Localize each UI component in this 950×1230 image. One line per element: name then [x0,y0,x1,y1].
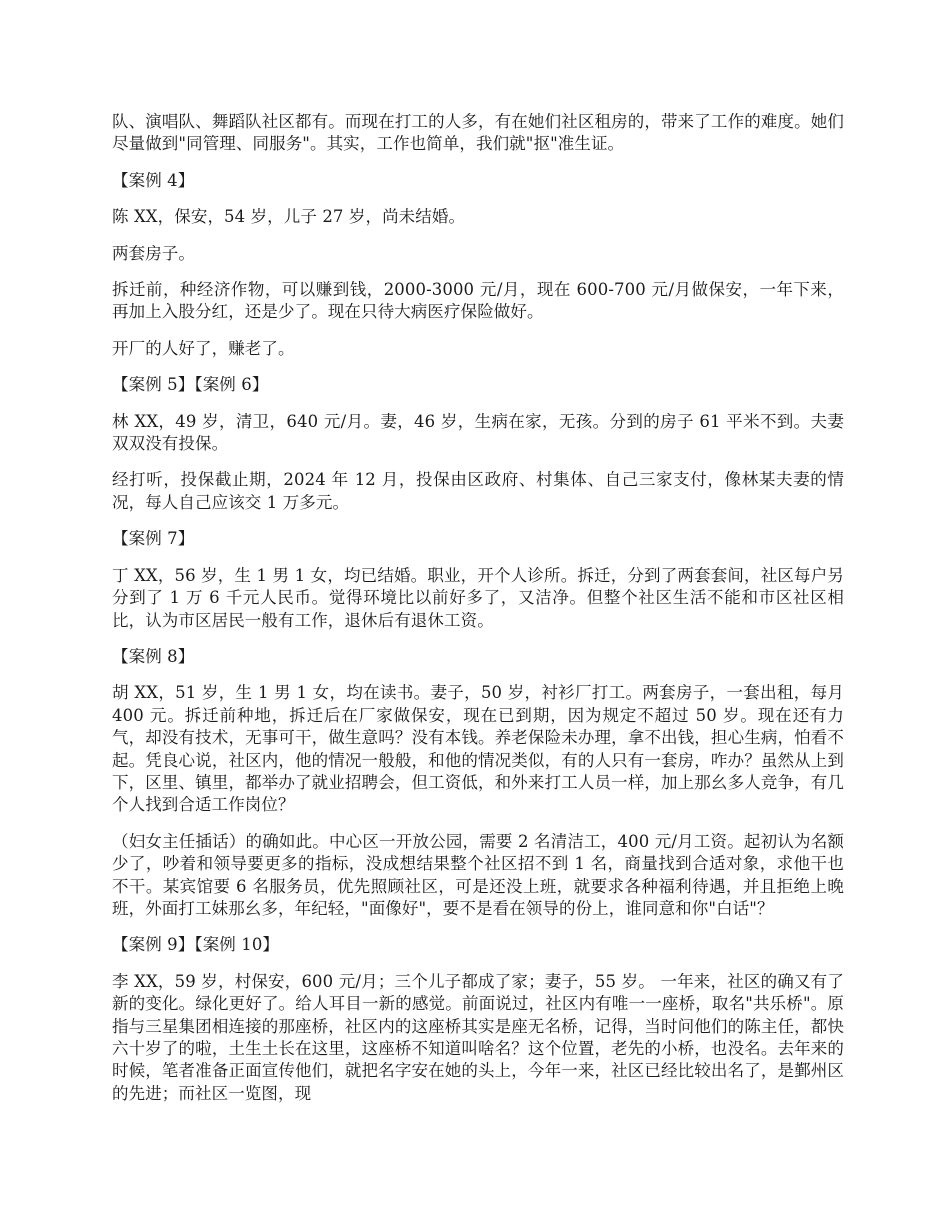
paragraph-case9-profile: 李 XX，59 岁，村保安，600 元/月；三个儿子都成了家；妻子，55 岁。 一年来，社区的确又有了新的变化。绿化更好了。给人耳目一新的感觉。前面说过，社区内有唯一一座桥，取名"共乐桥"。原指与三星集团相连接的那座桥，社区内的这座桥其实是座无名桥，记得，当时问他们的陈主任，都快六十岁了的啦，土生土长在这里，这座桥不知道叫啥名？这个位置，老先的小桥，也没名。去年来的时候，笔者准备正面宣传他们，就把名字安在她的头上，今年一来，社区已经比较出名了，是鄞州区的先进；而社区一览图，现 [112,971,844,1103]
paragraph-case4-profile: 陈 XX，保安，54 岁，儿子 27 岁，尚未结婚。 [112,207,466,227]
case-heading-4: 【案例 4】 [112,170,195,190]
paragraph-case5-profile: 林 XX，49 岁，清卫，640 元/月。妻，46 岁，生病在家，无孩。分到的房子 61 平米不到。夫妻双双没有投保。 [112,411,844,454]
paragraph-case4-housing: 两套房子。 [112,243,195,263]
paragraph-case4-income: 拆迁前，种经济作物，可以赚到钱，2000-3000 元/月，现在 600-700 元/月做保安，一年下来，再加上入股分红，还是少了。现在只待大病医疗保险做好。 [112,280,844,322]
paragraph-case8-profile: 胡 XX，51 岁，生 1 男 1 女，均在读书。妻子，50 岁，衬衫厂打工。两套房子，一套出租，每月 400 元。拆迁前种地，拆迁后在厂家做保安，现在已到期，因为规定不超过 50 岁。现在还有力气，却没有技术，无事可干，做生意吗？没有本钱。养老保险未办理，拿不出钱，担心生病，怕看不起。凭良心说，社区内，他的情况一般般，和他的情况类似，有的人只有一套房，咋办？虽然从上到下，区里、镇里，都举办了就业招聘会，但工资低，和外来打工人员一样，加上那幺多人竞争，有几个人找到合适工作岗位？ [112,683,844,815]
case-heading-9-10: 【案例 9】【案例 10】 [112,935,280,955]
case-heading-8: 【案例 8】 [112,646,195,666]
document-body [112,111,844,1119]
paragraph-case7-profile: 丁 XX，56 岁，生 1 男 1 女，均已结婚。职业，开个人诊所。拆迁，分到了两套套间，社区每户另分到了 1 万 6 千元人民币。觉得环境比以前好多了，又洁净。但整个社区生活不能和市区社区相比，认为市区居民一般有工作，退休后有退休工资。 [112,565,845,630]
paragraph-case5-insurance: 经打听，投保截止期，2024 年 12 月，投保由区政府、村集体、自己三家支付，像林某夫妻的情况，每人自己应该交 1 万多元。 [112,470,844,512]
case-heading-7: 【案例 7】 [112,529,195,549]
paragraph-continuation: 队、演唱队、舞蹈队社区都有。而现在打工的人多，有在她们社区租房的，带来了工作的难度。她们尽量做到"同管理、同服务"。其实，工作也简单，我们就"抠"准生证。 [112,112,844,154]
paragraph-case4-remark: 开厂的人好了，赚老了。 [112,338,295,358]
case-heading-5-6: 【案例 5】【案例 6】 [112,375,269,395]
paragraph-case8-comment: （妇女主任插话）的确如此。中心区一开放公园，需要 2 名清洁工，400 元/月工资。起初认为名额少了，吵着和领导要更多的指标，没成想结果整个社区招不到 1 名，商量找到合适对象，求他干也不干。某宾馆要 6 名服务员，优先照顾社区，可是还没上班，就要求各种福利待遇，并且拒绝上晚班，外面打工妹那幺多，年纪轻，"面像好"，要不是看在领导的份上，谁同意和你"白话"？ [112,831,844,918]
